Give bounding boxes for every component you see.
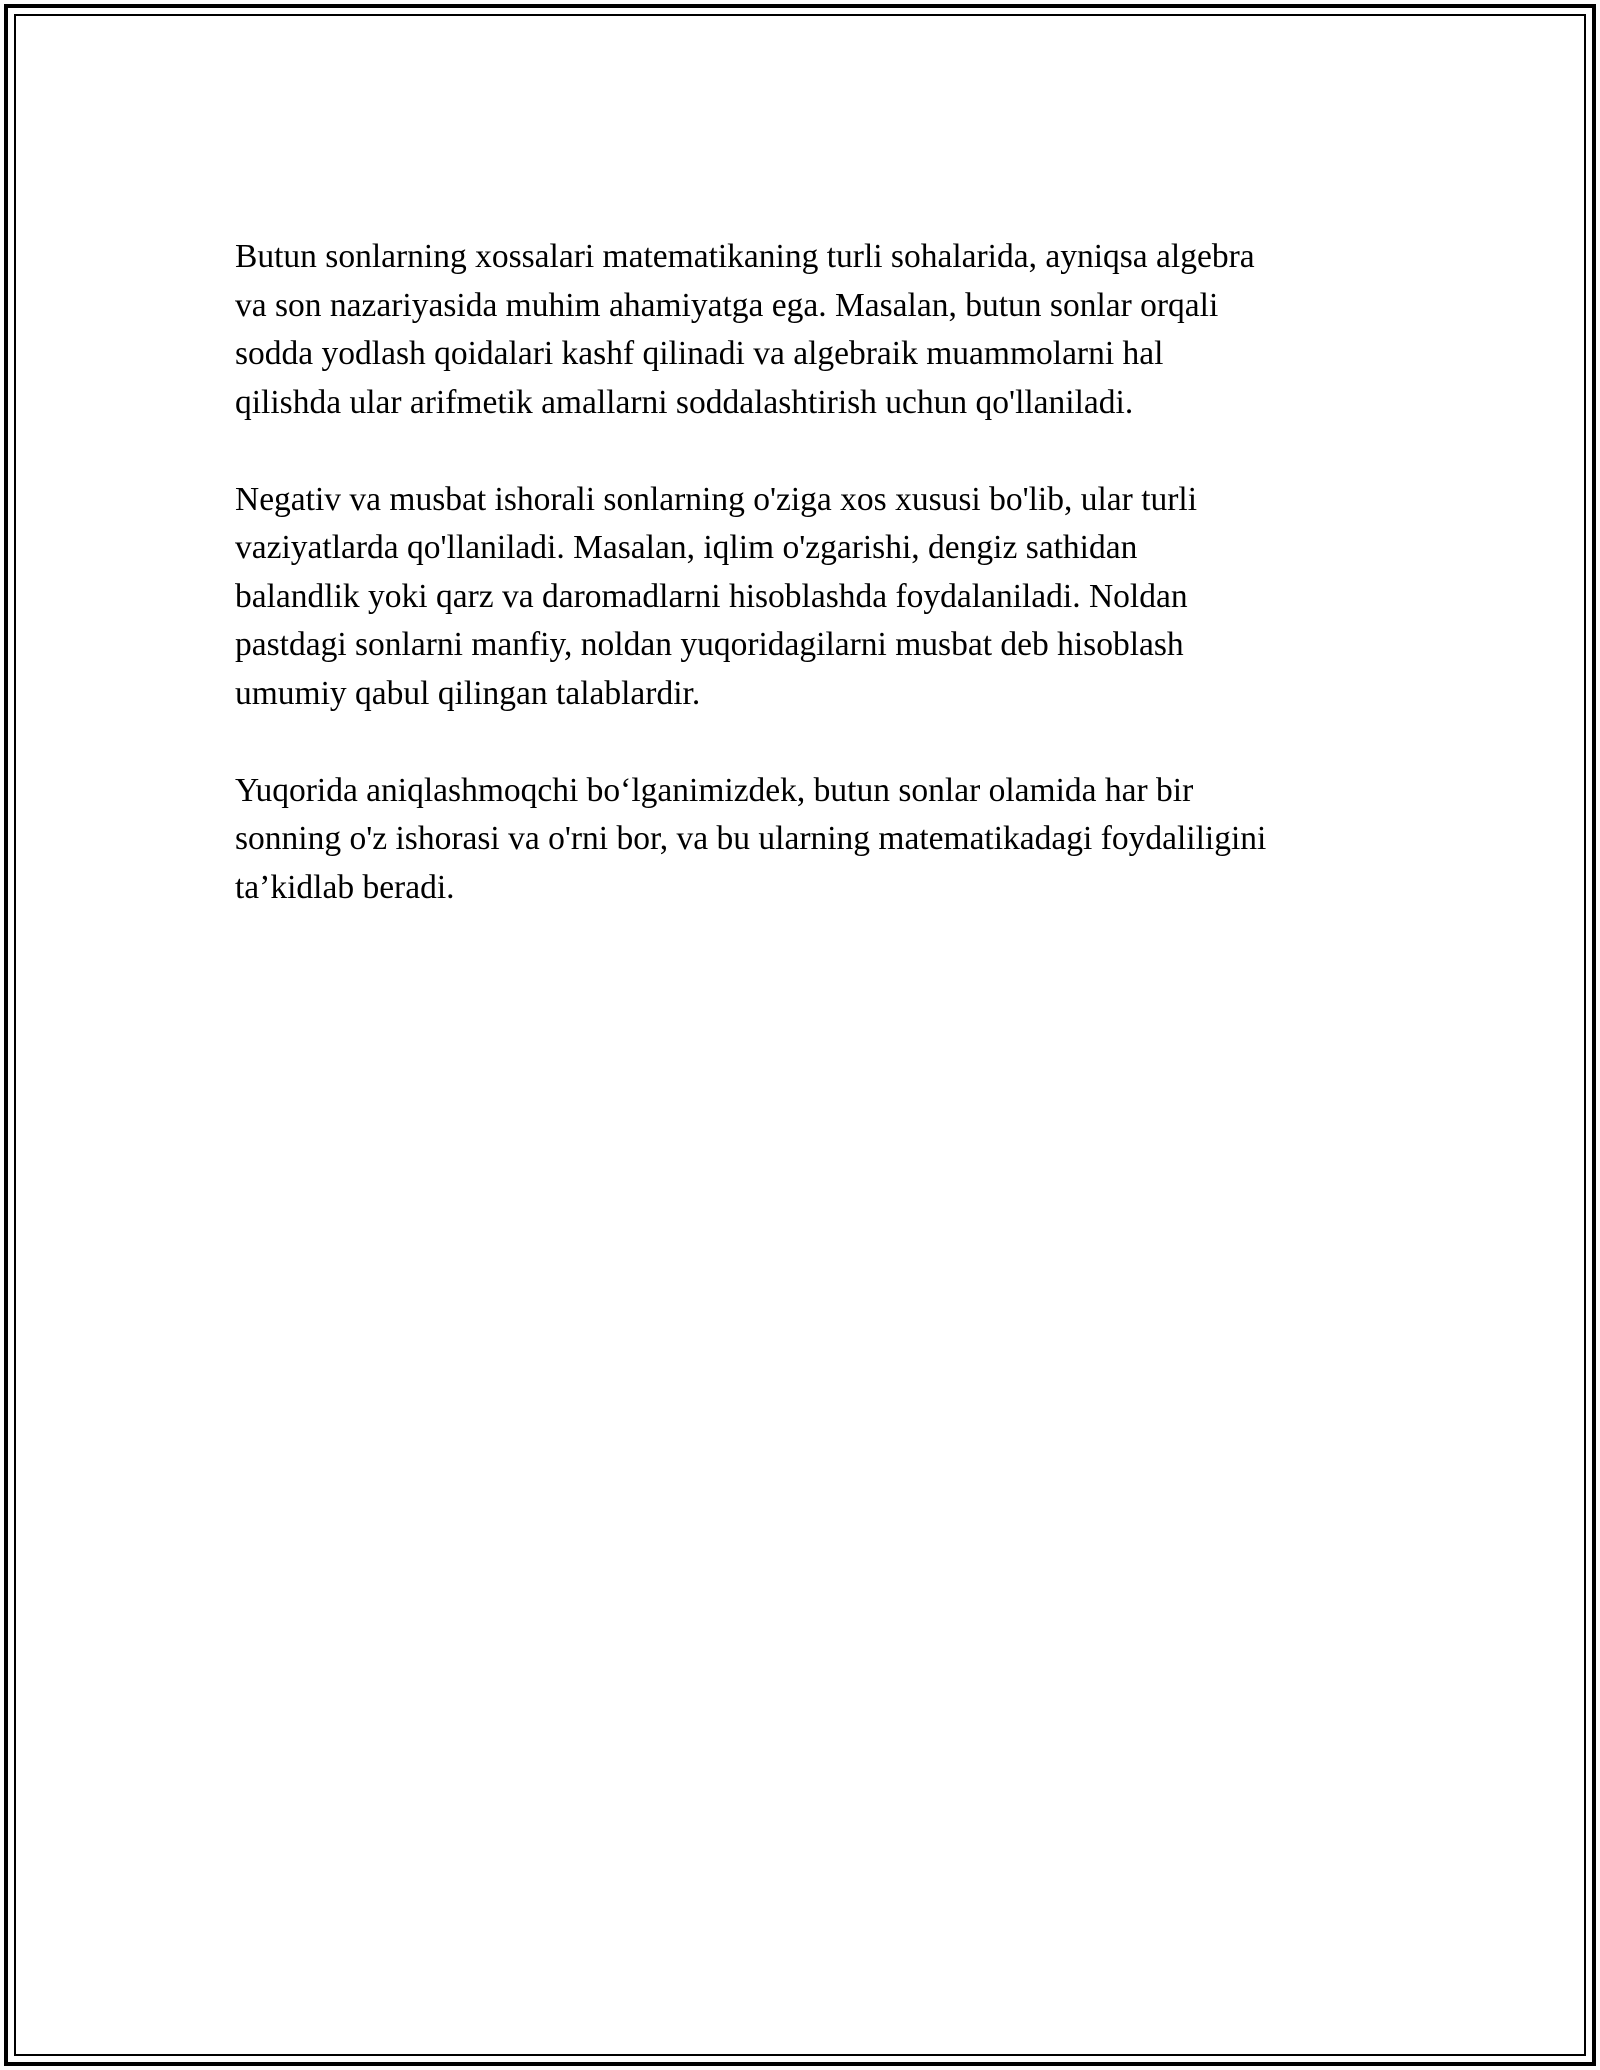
paragraph-2 bbox=[235, 476, 1385, 719]
paragraph-3 bbox=[235, 767, 1385, 913]
paragraph-line: balandlik yoki qarz va daromadlarni hisoblashda foydalaniladi. Noldan bbox=[235, 577, 1188, 615]
paragraph-line: Yuqorida aniqlashmoqchi bo‘lganimizdek, butun sonlar olamida har bir bbox=[235, 771, 1194, 809]
paragraph-line: ta’kidlab beradi. bbox=[235, 868, 455, 906]
paragraph-line: Negativ va musbat ishorali sonlarning o'ziga xos xususi bo'lib, ular turli bbox=[235, 480, 1198, 518]
paragraph-line: Butun sonlarning xossalari matematikaning turli sohalarida, ayniqsa algebra bbox=[235, 238, 1255, 275]
paragraph-line: va son nazariyasida muhim ahamiyatga ega. Masalan, butun sonlar orqali bbox=[235, 286, 1219, 324]
paragraph-1 bbox=[235, 233, 1385, 427]
paragraph-line: vaziyatlarda qo'llaniladi. Masalan, iqlim o'zgarishi, dengiz sathidan bbox=[235, 529, 1138, 566]
paragraph-line: sodda yodlash qoidalari kashf qilinadi va algebraik muammolarni hal bbox=[235, 335, 1164, 372]
paragraph-line: umumiy qabul qilingan talablardir. bbox=[235, 674, 701, 712]
document-body bbox=[235, 233, 1385, 961]
paragraph-line: pastdagi sonlarni manfiy, noldan yuqoridagilarni musbat deb hisoblash bbox=[235, 626, 1184, 663]
paragraph-line: sonning o'z ishorasi va o'rni bor, va bu ularning matematikadagi foydaliligini bbox=[235, 820, 1267, 857]
paragraph-line: qilishda ular arifmetik amallarni soddalashtirish uchun qo'llaniladi. bbox=[235, 383, 1134, 421]
